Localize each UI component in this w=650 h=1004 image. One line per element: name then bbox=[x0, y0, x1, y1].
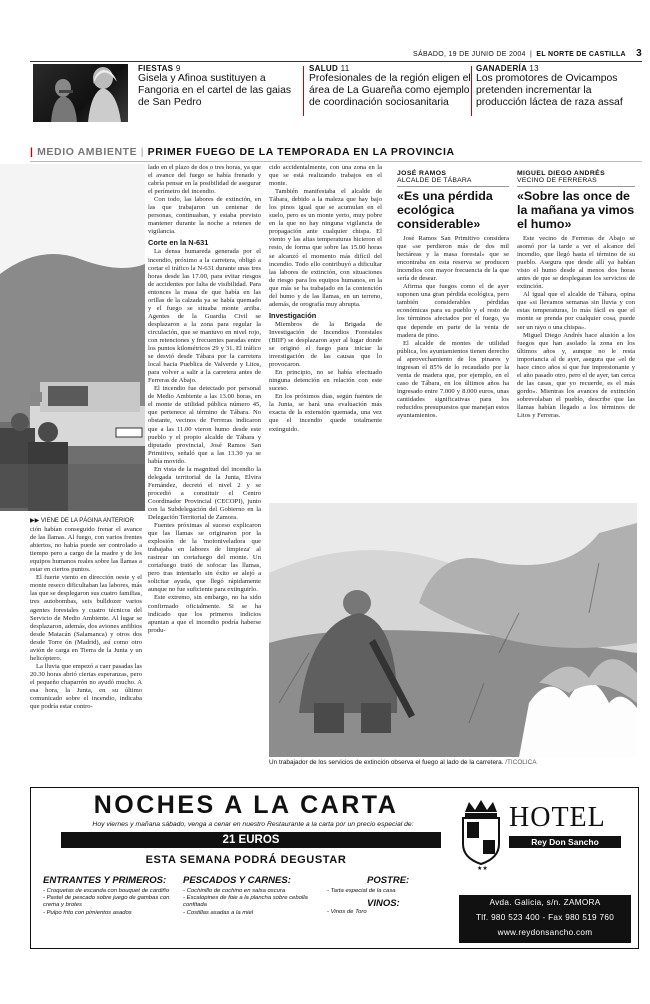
opinion-miguel-diego bbox=[517, 170, 635, 420]
article-col-3 bbox=[269, 164, 382, 434]
ad-col-title: ENTRANTES Y PRIMEROS: bbox=[43, 875, 167, 886]
teaser-page: 11 bbox=[340, 64, 350, 73]
ad-menu-item: - Costillas asadas a la miel bbox=[183, 909, 254, 916]
page-header: SÁBADO, 19 DE JUNIO DE 2004 | EL NORTE DE CASTILLA 3 bbox=[413, 48, 642, 59]
paragraph: cido accidentalmente, con una zona en la que se está realizando trabajos en el monte. bbox=[269, 164, 382, 188]
teaser-section: SALUD bbox=[309, 64, 339, 73]
paragraph: Al igual que el alcalde de Tábara, opina que «si llevamos semanas sin lluvia y con estas temperaturas, lo más fácil es que el monte se prenda por cualquier cosa, puede ser un rayo o una chispa». bbox=[517, 291, 635, 331]
hotel-web[interactable]: www.reydonsancho.com bbox=[497, 928, 593, 937]
ad-menu-col-1 bbox=[43, 875, 183, 917]
paragraph: lado en el plazo de dos o tres horas, ya que el avance del fuego se había frenado y cabría pensar en la posibilidad de asegurar el perímetro del incendio. bbox=[148, 164, 261, 196]
teaser-page: 13 bbox=[529, 64, 539, 73]
paragraph: En principio, no se había efectuado ninguna detención en relación con este suceso. bbox=[269, 369, 382, 393]
main-photo-fire bbox=[269, 503, 637, 757]
paragraph: También manifestaba el alcalde de Tábara, debido a la maleza que hay bajo los pinos igual que se acumulan en el suelo, pero es un monte yerto, muy pobre en la que no hay ninguna vigilancia de propagación ante cualquier chispa. El viento y las altas temperaturas hicieron el resto, de forma que sobre las 15.00 horas se alcanzó el momento más difícil del incendio. Todo ello contribuyó a dificultar las labores de extinción, con situaciones de riesgo para los equipos humanos, en la que más se ha trabajado en la contención del humo y de las llamas, en un terreno, además, de orografía muy abrupta. bbox=[269, 188, 382, 308]
ad-menu-item: - Tarta especial de la casa bbox=[327, 888, 396, 894]
subhead: Corte en la N-631 bbox=[148, 238, 209, 248]
subhead: Investigación bbox=[269, 310, 317, 320]
paragraph: ción habían conseguido frenar el avance de las llamas. Al fuego, con varios frentes abiertos, no había puede ser controlado a tiempo pero a cargo de la madre y de los equipos humanos reales sobre las llamas a estar en ciertos puntos. bbox=[30, 526, 142, 574]
singers-photo-image bbox=[33, 64, 128, 122]
ad-menu-item: - Pastel de pescado sobre juego de gambas con crema y brotes bbox=[43, 895, 170, 909]
svg-text:★★: ★★ bbox=[477, 866, 488, 870]
opinion-quote: «Sobre las once de la mañana ya vimos el humo» bbox=[517, 189, 635, 231]
caption-credit: /TICOLICA bbox=[505, 759, 537, 766]
paragraph: José Ramos San Primitivo considera que «se perdieron más de dos mil hectáreas y la masa forestal» que se encontraba en esta reserva se producen incendios con mayor frecuencia de la que sería de desear. bbox=[397, 235, 509, 283]
ad-col-title: PESCADOS Y CARNES: bbox=[183, 875, 291, 886]
paragraph: La densa humareda generada por el incendio, próximo a la carretera, obligó a cortar el tráfico la N-631 durante unas tres horas desde las 17.00, para evitar riesgos de accidentes por falta de visibilidad. Para entonces la masa de que había en las orillas de la calzada ya se había quemado y el fuego se situaba monte arriba. Agentes de la Guardia Civil se desplazaron a la zona para regular la circulación, que se mantuvo en nivel rojo, con retenciones y frecuentes paradas entre los puntos kilométricos 29 y 31. El tráfico se desvió desde Tábara por la carretera local hacia Pueblica de Valverde y Litos, para volver a salir a la carretera antes de Ferreras de Abajo. bbox=[148, 248, 261, 385]
opinion-role: VECINO DE FERRERAS bbox=[517, 177, 597, 184]
hotel-name: HOTEL bbox=[509, 802, 606, 833]
paragraph: Miembros de la Brigada de Investigación de Incendios Forestales (BIIF) se desplazaron ayer al lugar donde se originó el fuego para iniciar la investigación de las causas que lo provocaron. bbox=[269, 320, 382, 369]
teaser-salud[interactable] bbox=[309, 64, 474, 110]
paragraph: La lluvia que empezó a caer pasadas las 20.30 horas abrió ciertas esperanzas, pero el pequeño chaparrón no ayudó mucho. A esa hora, la Junta, en su último comunicado sobre el incendio, indicaba que podría estar contro- bbox=[30, 662, 142, 711]
ad-col-title: VINOS: bbox=[367, 898, 400, 910]
caption-text: Un trabajador de los servicios de extinción observa el fuego al lado de la carretera. bbox=[269, 759, 504, 766]
paragraph: El fuerte viento en dirección oeste y el monte reseco dificultaban las labores, más las que se desplegaron sus cuatro familias, tres autobombas, seis bulldozer varios agentes forestales y cuatro técnicos del Servicio de Medio Ambiente. Al lugar se desplazaron, además, dos aviones anfibios desde Matacán (Salamanca) y otros dos desde Torre ón (Madrid), así como otro avión de carga en Tierra de la Junta y un helicóptero. bbox=[30, 574, 142, 662]
firefighters-photo-image bbox=[0, 164, 145, 511]
paragraph: En los próximos días, según fuentes de la Junta, se hará una evaluación más exacta de la extensión quemada, una vez que el incendio quede totalmente extinguido. bbox=[269, 393, 382, 433]
section-name: MEDIO AMBIENTE bbox=[37, 146, 138, 158]
paragraph: El alcalde de montes de utilidad pública, los ayuntamientos tienen derecho al aprovechamiento de los pinares y ingresan el 85% de lo recaudado por la venta de madera que, por ejemplo, en el caso de Tábara, en los últimos años ha ingresado entre 7.000 y 8.000 euros, unas cantidades significativas para los reducidos presupuestos que manejan estos ayuntamientos. bbox=[397, 339, 509, 420]
teaser-page: 9 bbox=[175, 64, 181, 73]
opinion-jose-ramos bbox=[397, 170, 509, 420]
hotel-address: Avda. Galicia, s/n. ZAMORA bbox=[489, 898, 601, 907]
opinion-quote: «Es una pérdida ecológica considerable» bbox=[397, 189, 493, 231]
main-photo-left bbox=[0, 164, 145, 511]
opinion-name: MIGUEL DIEGO ANDRÉS bbox=[517, 170, 606, 177]
paragraph: Afirma que fuegos como el de ayer suponen una gran pérdida ecológica, pero también considerables pérdidas económicas para su pueblo y el resto de los términos afectados por el fuego, ya que depende en parte de la venta de madera de pino. bbox=[397, 283, 509, 339]
teaser-fiestas[interactable] bbox=[138, 64, 298, 110]
article-col-2 bbox=[148, 164, 261, 635]
ad-subtitle: Hoy viernes y mañana sábado, venga a cenar en nuestro Restaurante a la carta por un precio especial de: bbox=[92, 821, 414, 828]
page-number: 3 bbox=[636, 48, 642, 59]
ad-tagline: ESTA SEMANA PODRÁ DEGUSTAR bbox=[145, 854, 347, 866]
paragraph: Fuentes próximas al suceso explicaron que las llamas se originaron por la explosión de la 'motoniveladora que trabajaba en labores de limpieza' al rastrear un cortafuego del monte. Un cortafuego trató de sofocar las llamas, pero tras intentarlo sin éxito se alejó a solicitar ayuda, que llegó rápidamente aunque no fue suficiente para extinguirlo. bbox=[148, 522, 261, 594]
ad-menu-item: - Vinos de Toro bbox=[327, 909, 367, 916]
paragraph: El incendio fue detectado por personal de Medio Ambiente a las 13.00 horas, en el monte de utilidad pública número 45, que pertenece al término de Tábara. No obstante, vecinos de Ferreras indicaron que a las 11.00 vieron humo desde este pueblo y el propio alcalde de Tábara y diputado provincial, José Ramos San Primitivo, señaló que a las 13.30 ya se había movido. bbox=[148, 385, 261, 465]
ad-price: 21 EUROS bbox=[222, 834, 280, 846]
paragraph: Este extremo, sin embargo, no ha sido confirmado oficialmente. Si se ha indicado que los primeros indicios apuntan a que el incendio podría haberse produ- bbox=[148, 594, 261, 634]
paragraph: Con todo, las labores de extinción, en las que trabajaron un centenar de personas, continuaban, y estaba previsto mantener durante la noche a retenes de vigilancia. bbox=[148, 196, 261, 236]
ad-menu-item: - Escalopines de foie a la plancha sobre cebolla confitada bbox=[183, 895, 308, 909]
paragraph: En vista de la magnitud del incendio la delegada territorial de la Junta, Elvira Fernández, decretó el nivel 2 y se procedió a constituir el Centro Coordinador Provincial (CECOPI), junto con la Subdelegación del Gobierno en la Delegación Territorial de Zamora. bbox=[148, 465, 261, 522]
ad-col-title: POSTRE: bbox=[367, 875, 410, 886]
ad-menu-col-2 bbox=[183, 875, 321, 917]
hotel-logo bbox=[459, 796, 629, 886]
photo-caption bbox=[269, 759, 637, 766]
teaser-ganaderia[interactable] bbox=[476, 64, 636, 110]
section-headline: PRIMER FUEGO DE LA TEMPORADA EN LA PROVINCIA bbox=[147, 146, 455, 158]
paragraph: Miguel Diego Andrés hace alusión a los fuegos que han asolado la zona en los últimos años y, aunque no le resta importancia al de ayer, asegura que «el de hace cinco años sí que fue impresionante y el año pasado otro, pero el de ayer, tan cerca de las casas, que yo recuerde, es el más gordo». Mientras los avances de extinción sobrevolaban el pueblo, describe que las llamas habían llegado a los términos de Litos y Ferreras. bbox=[517, 331, 635, 420]
opinion-role: ALCALDE DE TÁBARA bbox=[397, 177, 472, 184]
header-date: SÁBADO, 19 DE JUNIO DE 2004 bbox=[413, 51, 526, 58]
restaurant-ad[interactable] bbox=[30, 787, 639, 949]
ad-menu-item: - Cochinillo de cochino en salsa oscura bbox=[183, 888, 286, 894]
header-newspaper: EL NORTE DE CASTILLA bbox=[536, 51, 626, 58]
paragraph: Este vecino de Ferreras de Abajo se asomó por la tarde a ver el alcance del incendio, que llegó hasta el término de su pueblo. Asegura que desde allí ya habían visto el humo desde al menos dos horas antes de que se desplegaran los servicios de extinción. bbox=[517, 235, 635, 291]
hotel-sub-box bbox=[509, 836, 621, 848]
crown-shield-icon bbox=[459, 800, 503, 870]
ad-menu-col-3 bbox=[327, 875, 447, 916]
teaser-section: GANADERÍA bbox=[476, 64, 527, 73]
ad-title: NOCHES A LA CARTA bbox=[93, 791, 399, 819]
opinion-name: JOSÉ RAMOS bbox=[397, 170, 447, 177]
ad-menu-item: - Croquetas de escanda con bouquet de cardiño bbox=[43, 888, 170, 894]
hotel-contact-box bbox=[459, 895, 631, 943]
hotel-phones: Tlf. 980 523 400 - Fax 980 519 760 bbox=[475, 913, 615, 922]
fire-photo-image bbox=[269, 503, 637, 757]
section-bar: | MEDIO AMBIENTE | PRIMER FUEGO DE LA TEMPORADA EN LA PROVINCIA bbox=[30, 146, 455, 158]
article-col-1: ▶▶ VIENE DE LA PÁGINA ANTERIOR ción habían conseguido frenar el avance de las llamas. Al fuego, con varios frentes abiertos, no había puede ser controlado a tiempo pero a cargo de la madre y de los equipos humanos reales sobre las llamas a estar en ciertos puntos. El fuerte viento en dirección oeste y el monte reseco dificultaban las labores, más las que se desplegaron sus cuatro familias, tres autobombas, seis bulldozer varios agentes forestales y cuatro técnicos del Servicio de Medio Ambiente. Al lugar se desplazaron, además, dos aviones anfibios desde Matacán (Salamanca) y otros dos desde Torre ón (Madrid), así como otro avión de carga en Tierra de la Junta y un helicóptero. La lluvia que empezó a caer pasadas las 20.30 horas abrió ciertas esperanzas, pero el pequeño chaparrón no ayudó mucho. A esa hora, la Junta, en su último comunicado sobre el incendio, indicaba que podría estar contro- bbox=[30, 518, 142, 711]
ad-menu-item: - Pulpo frito con pimientos asados bbox=[43, 909, 132, 916]
ad-price-box bbox=[61, 832, 441, 848]
hotel-subname: Rey Don Sancho bbox=[531, 837, 599, 847]
teaser-photo bbox=[33, 64, 128, 122]
continued-label: VIENE DE LA PÁGINA ANTERIOR bbox=[40, 518, 134, 524]
teaser-text: Los promotores de Ovicampos pretenden incrementar la producción láctea de raza assaf bbox=[476, 73, 623, 109]
teaser-section: FIESTAS bbox=[138, 64, 174, 73]
teaser-text: Gisela y Afinoa sustituyen a Fangoria en el cartel de las gaias de San Pedro bbox=[138, 73, 292, 109]
teaser-text: Profesionales de la región eligen el área de La Guareña como ejemplo de coordinación sociosanitaria bbox=[309, 73, 471, 109]
